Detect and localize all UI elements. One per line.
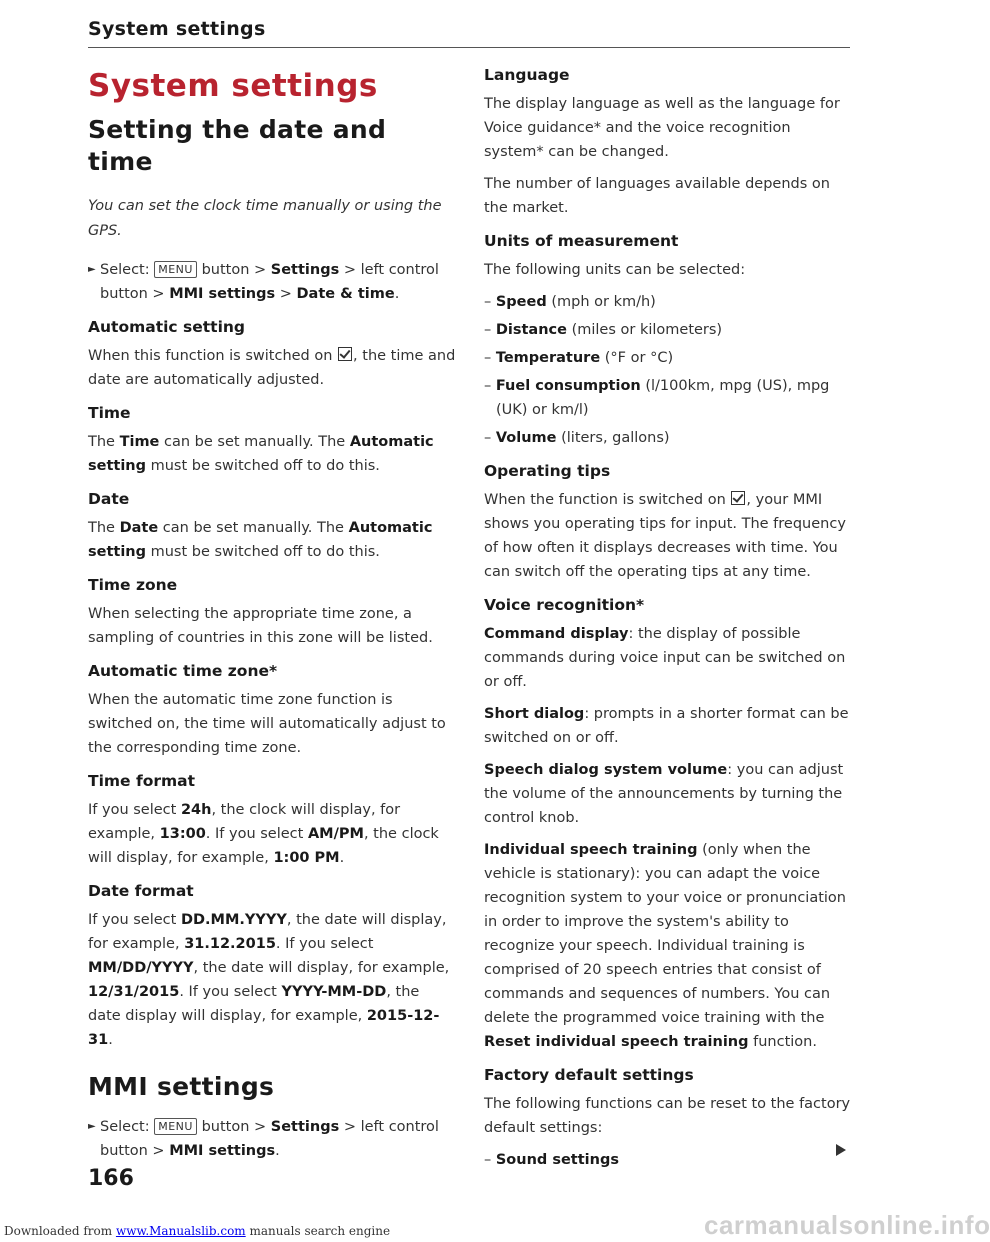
units-list-item: – Fuel consumption (l/100km, mpg (US), mpg (UK) or km/l) (484, 378, 830, 418)
menu-path-step-2: ► Select: MENU button > Settings > left control button > MMI settings. (88, 1115, 456, 1163)
section-title: Setting the date and time (88, 115, 387, 176)
operating-tips-heading: Operating tips (484, 462, 611, 480)
voice-item: Speech dialog system volume: you can adjust the volume of the announcements by turning the control knob. (484, 762, 844, 826)
automatic-time-zone-heading: Automatic time zone* (88, 662, 278, 680)
units-list-item: – Speed (mph or km/h) (484, 294, 656, 310)
units-intro: The following units can be selected: (484, 262, 746, 278)
automatic-setting-text: When this function is switched on , the time and date are automatically adjusted. (88, 348, 456, 388)
watermark: carmanualsonline.info (704, 1210, 990, 1240)
factory-default-text: The following functions can be reset to the factory default settings: (484, 1096, 851, 1136)
time-zone-heading: Time zone (88, 576, 178, 594)
continued-arrow-icon (836, 1144, 846, 1156)
factory-list-item: – Sound settings (484, 1152, 619, 1168)
units-list-item: – Distance (miles or kilometers) (484, 322, 723, 338)
voice-recognition-heading: Voice recognition* (484, 596, 645, 614)
units-list-item: – Volume (liters, gallons) (484, 430, 670, 446)
time-format-text: If you select 24h, the clock will display, for example, 13:00. If you select AM/PM, the clock will display, for example, 1:00 PM. (88, 802, 439, 866)
language-text-2: The number of languages available depends on the market. (484, 176, 830, 216)
checkbox-checked-icon (338, 347, 352, 361)
units-list-item: – Temperature (°F or °C) (484, 350, 674, 366)
date-heading: Date (88, 490, 130, 508)
speech-training-text: Individual speech training (only when the vehicle is stationary): you can adapt the voice recognition system to your voice or pronunciation in order to improve the system's ability to recognize your speech. Individual training is comprised of 20 speech entries that consist of commands and sequences of numbers. You can delete the programmed voice training with the Reset individual speech training function. (484, 842, 846, 1050)
voice-item: Command display: the display of possible commands during voice input can be switched on or off. (484, 626, 846, 690)
step-triangle-icon: ► (88, 264, 96, 275)
language-heading: Language (484, 66, 570, 84)
right-column (484, 66, 852, 1176)
date-format-text: If you select DD.MM.YYYY, the date will display, for example, 31.12.2015. If you select MM/DD/YYYY, the date will display, for example, 12/31/2015. If you select YYYY-MM-DD, the date display will display, for example, 2015-12-31. (88, 912, 450, 1048)
manualslib-link[interactable]: www.Manualslib.com (115, 1224, 246, 1238)
menu-key: MENU (154, 1118, 197, 1135)
time-format-heading: Time format (88, 772, 196, 790)
menu-path-step-1: ► Select: MENU button > Settings > left control button > MMI settings > Date & time. (88, 258, 456, 306)
intro-text: You can set the clock time manually or using the GPS. (88, 198, 442, 239)
automatic-setting-heading: Automatic setting (88, 318, 246, 336)
voice-item: Short dialog: prompts in a shorter format can be switched on or off. (484, 706, 849, 746)
download-footer: Downloaded from www.Manualslib.com manuals search engine (4, 1224, 391, 1238)
time-zone-text: When selecting the appropriate time zone, a sampling of countries in this zone will be listed. (88, 606, 433, 646)
mmi-settings-title: MMI settings (88, 1072, 275, 1101)
time-heading: Time (88, 404, 131, 422)
factory-default-heading: Factory default settings (484, 1066, 694, 1084)
operating-tips-text: When the function is switched on , your MMI shows you operating tips for input. The frequency of how often it displays decreases with time. You can switch off the operating tips at any time. (484, 492, 846, 580)
page-number: 166 (88, 1166, 134, 1191)
header-rule (88, 47, 850, 48)
left-column (88, 58, 456, 1171)
running-header: System settings (88, 18, 266, 40)
checkbox-checked-icon (731, 491, 745, 505)
date-format-heading: Date format (88, 882, 194, 900)
step-triangle-icon: ► (88, 1121, 96, 1132)
automatic-time-zone-text: When the automatic time zone function is switched on, the time will automatically adjust to the corresponding time zone. (88, 692, 446, 756)
units-heading: Units of measurement (484, 232, 679, 250)
date-text: The Date can be set manually. The Automatic setting must be switched off to do this. (88, 520, 433, 560)
time-text: The Time can be set manually. The Automatic setting must be switched off to do this. (88, 434, 434, 474)
page-title: System settings (88, 68, 378, 104)
menu-key: MENU (154, 261, 197, 278)
language-text-1: The display language as well as the language for Voice guidance* and the voice recognition system* can be changed. (484, 96, 840, 160)
